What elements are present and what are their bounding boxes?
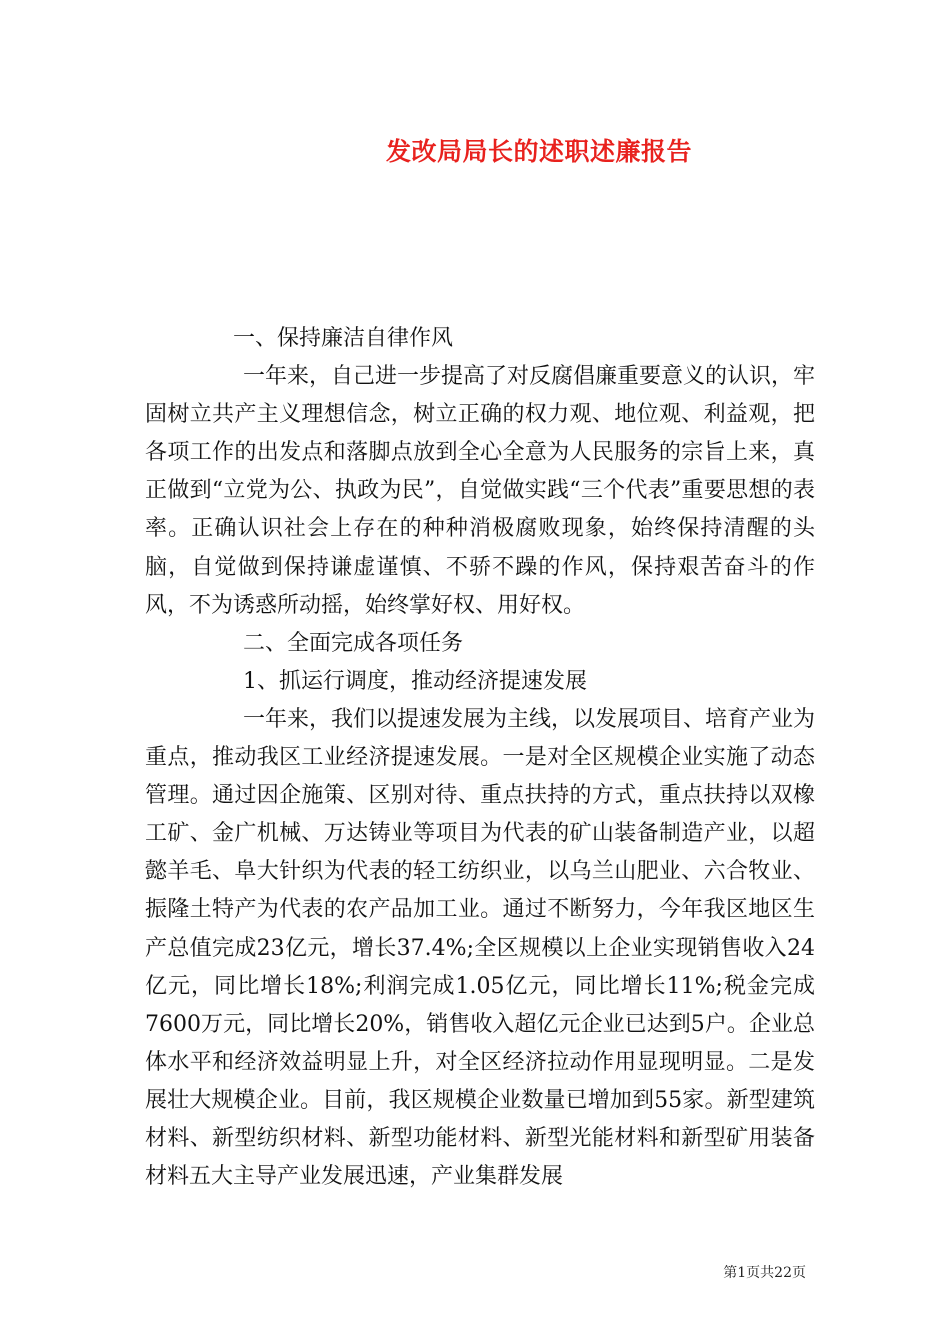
document-body <box>145 320 815 1196</box>
page-number-footer: 第1页共22页 <box>723 1265 806 1281</box>
section-2-heading: 二、全面完成各项任务 <box>243 630 464 656</box>
section-1-heading: 一、保持廉洁自律作风 <box>233 326 454 351</box>
document-title: 发改局局长的述职述廉报告 <box>385 137 692 166</box>
subsection-1-heading: 1、抓运行调度，推动经济提速发展 <box>243 668 587 694</box>
section-1-paragraph: 一年来，自己进一步提高了对反腐倡廉重要意义的认识，牢固树立共产主义理想信念，树立正确的权力观、地位观、利益观，把各项工作的出发点和落脚点放到全心全意为人民服务的宗旨上来，真正做到“立党为公、执政为民”，自觉做实践“三个代表”重要思想的表率。正确认识社会上存在的种种消极腐败现象，始终保持清醒的头脑，自觉做到保持谦虚谨慎、不骄不躁的作风，保持艰苦奋斗的作风，不为诱惑所动摇，始终掌好权、用好权。 <box>145 364 816 618</box>
subsection-1-paragraph: 一年来，我们以提速发展为主线，以发展项目、培育产业为重点，推动我区工业经济提速发展。一是对全区规模企业实施了动态管理。通过因企施策、区别对待、重点扶持的方式，重点扶持以双橡工矿、金广机械、万达铸业等项目为代表的矿山装备制造产业，以超懿羊毛、阜大针织为代表的轻工纺织业，以乌兰山肥业、六合牧业、振隆土特产为代表的农产品加工业。通过不断努力，今年我区地区生产总值完成23亿元，增长37.4%;全区规模以上企业实现销售收入24亿元，同比增长18%;利润完成1.05亿元，同比增长11%;税金完成7600万元，同比增长20%，销售收入超亿元企业已达到5户。企业总体水平和经济效益明显上升，对全区经济拉动作用显现明显。二是发展壮大规模企业。目前，我区规模企业数量已增加到55家。新型建筑材料、新型纺织材料、新型功能材料、新型光能材料和新型矿用装备材料五大主导产业发展迅速，产业集群发展 <box>145 706 816 1190</box>
